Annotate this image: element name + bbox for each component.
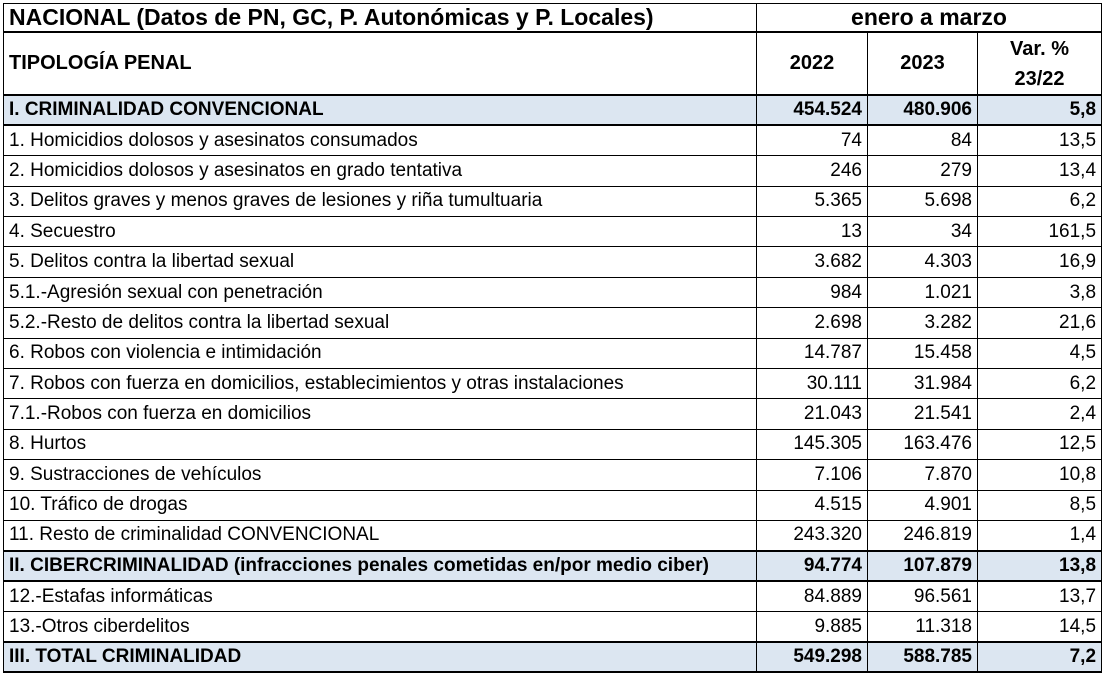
variation-value: 13,7 <box>978 581 1102 611</box>
value-2022: 74 <box>757 125 868 155</box>
variation-value: 14,5 <box>978 612 1102 642</box>
value-2023: 96.561 <box>868 581 978 611</box>
value-2023: 7.870 <box>868 460 978 490</box>
row-label: 13.-Otros ciberdelitos <box>4 612 757 642</box>
value-2023: 279 <box>868 156 978 186</box>
variation-value: 4,5 <box>978 338 1102 368</box>
value-2023: 588.785 <box>868 642 978 672</box>
row-label: III. TOTAL CRIMINALIDAD <box>4 642 757 672</box>
value-2023: 21.541 <box>868 399 978 429</box>
value-2022: 21.043 <box>757 399 868 429</box>
row-label: 9. Sustracciones de vehículos <box>4 460 757 490</box>
row-label: 6. Robos con violencia e intimidación <box>4 338 757 368</box>
value-2022: 5.365 <box>757 186 868 216</box>
table-row <box>4 369 1102 399</box>
value-2022: 7.106 <box>757 460 868 490</box>
variation-value: 161,5 <box>978 217 1102 247</box>
value-2023: 3.282 <box>868 308 978 338</box>
variation-value: 8,5 <box>978 490 1102 520</box>
value-2022: 84.889 <box>757 581 868 611</box>
row-label: 4. Secuestro <box>4 217 757 247</box>
section-row-total <box>4 642 1102 672</box>
table-row <box>4 581 1102 611</box>
table-row <box>4 460 1102 490</box>
value-2022: 454.524 <box>757 95 868 125</box>
row-label: 10. Tráfico de drogas <box>4 490 757 520</box>
row-label: 7.1.-Robos con fuerza en domicilios <box>4 399 757 429</box>
value-2022: 4.515 <box>757 490 868 520</box>
variation-value: 5,8 <box>978 95 1102 125</box>
table-row <box>4 520 1102 550</box>
section-row-cybercrime <box>4 551 1102 581</box>
table-title: NACIONAL (Datos de PN, GC, P. Autonómicas y P. Locales) <box>4 4 757 33</box>
variation-value: 2,4 <box>978 399 1102 429</box>
variation-value: 12,5 <box>978 429 1102 459</box>
value-2023: 11.318 <box>868 612 978 642</box>
table-row <box>4 125 1102 155</box>
typology-column-header: TIPOLOGÍA PENAL <box>4 32 757 95</box>
row-label: I. CRIMINALIDAD CONVENCIONAL <box>4 95 757 125</box>
table-row <box>4 490 1102 520</box>
variation-value: 10,8 <box>978 460 1102 490</box>
value-2022: 243.320 <box>757 520 868 550</box>
value-2023: 1.021 <box>868 277 978 307</box>
value-2023: 4.901 <box>868 490 978 520</box>
value-2023: 5.698 <box>868 186 978 216</box>
row-label: 2. Homicidios dolosos y asesinatos en grado tentativa <box>4 156 757 186</box>
title-row <box>4 4 1102 33</box>
variation-value: 16,9 <box>978 247 1102 277</box>
row-label: 8. Hurtos <box>4 429 757 459</box>
value-2022: 13 <box>757 217 868 247</box>
variation-value: 6,2 <box>978 369 1102 399</box>
value-2023: 480.906 <box>868 95 978 125</box>
value-2022: 549.298 <box>757 642 868 672</box>
value-2023: 15.458 <box>868 338 978 368</box>
variation-value: 6,2 <box>978 186 1102 216</box>
value-2023: 34 <box>868 217 978 247</box>
value-2022: 2.698 <box>757 308 868 338</box>
year-2022-column-header: 2022 <box>757 32 868 95</box>
value-2022: 984 <box>757 277 868 307</box>
table-row <box>4 217 1102 247</box>
table-row <box>4 399 1102 429</box>
value-2022: 145.305 <box>757 429 868 459</box>
row-label: 5. Delitos contra la libertad sexual <box>4 247 757 277</box>
variation-value: 1,4 <box>978 520 1102 550</box>
table-row <box>4 186 1102 216</box>
value-2022: 246 <box>757 156 868 186</box>
table-row <box>4 308 1102 338</box>
section-row-conventional <box>4 95 1102 125</box>
value-2022: 9.885 <box>757 612 868 642</box>
row-label: 5.2.-Resto de delitos contra la libertad sexual <box>4 308 757 338</box>
row-label: 12.-Estafas informáticas <box>4 581 757 611</box>
table-row <box>4 277 1102 307</box>
value-2023: 84 <box>868 125 978 155</box>
row-label: 11. Resto de criminalidad CONVENCIONAL <box>4 520 757 550</box>
variation-header-line2: 23/22 <box>1014 67 1065 90</box>
variation-value: 13,8 <box>978 551 1102 581</box>
row-label: 1. Homicidios dolosos y asesinatos consumados <box>4 125 757 155</box>
column-header-row <box>4 32 1102 95</box>
table-row <box>4 338 1102 368</box>
row-label: 7. Robos con fuerza en domicilios, establecimientos y otras instalaciones <box>4 369 757 399</box>
variation-header-line1: Var. % <box>1010 37 1069 60</box>
variation-value: 13,5 <box>978 125 1102 155</box>
variation-column-header <box>978 32 1102 95</box>
row-label: II. CIBERCRIMINALIDAD (infracciones penales cometidas en/por medio ciber) <box>4 551 757 581</box>
crime-statistics-table <box>3 3 1102 673</box>
value-2022: 3.682 <box>757 247 868 277</box>
table-row <box>4 156 1102 186</box>
value-2023: 31.984 <box>868 369 978 399</box>
row-label: 5.1.-Agresión sexual con penetración <box>4 277 757 307</box>
table-row <box>4 429 1102 459</box>
variation-value: 7,2 <box>978 642 1102 672</box>
value-2022: 14.787 <box>757 338 868 368</box>
variation-value: 13,4 <box>978 156 1102 186</box>
value-2023: 107.879 <box>868 551 978 581</box>
value-2023: 4.303 <box>868 247 978 277</box>
period-header: enero a marzo <box>757 4 1102 33</box>
value-2023: 163.476 <box>868 429 978 459</box>
value-2022: 94.774 <box>757 551 868 581</box>
variation-value: 3,8 <box>978 277 1102 307</box>
table-row <box>4 612 1102 642</box>
value-2023: 246.819 <box>868 520 978 550</box>
variation-value: 21,6 <box>978 308 1102 338</box>
year-2023-column-header: 2023 <box>868 32 978 95</box>
row-label: 3. Delitos graves y menos graves de lesiones y riña tumultuaria <box>4 186 757 216</box>
table-row <box>4 247 1102 277</box>
value-2022: 30.111 <box>757 369 868 399</box>
